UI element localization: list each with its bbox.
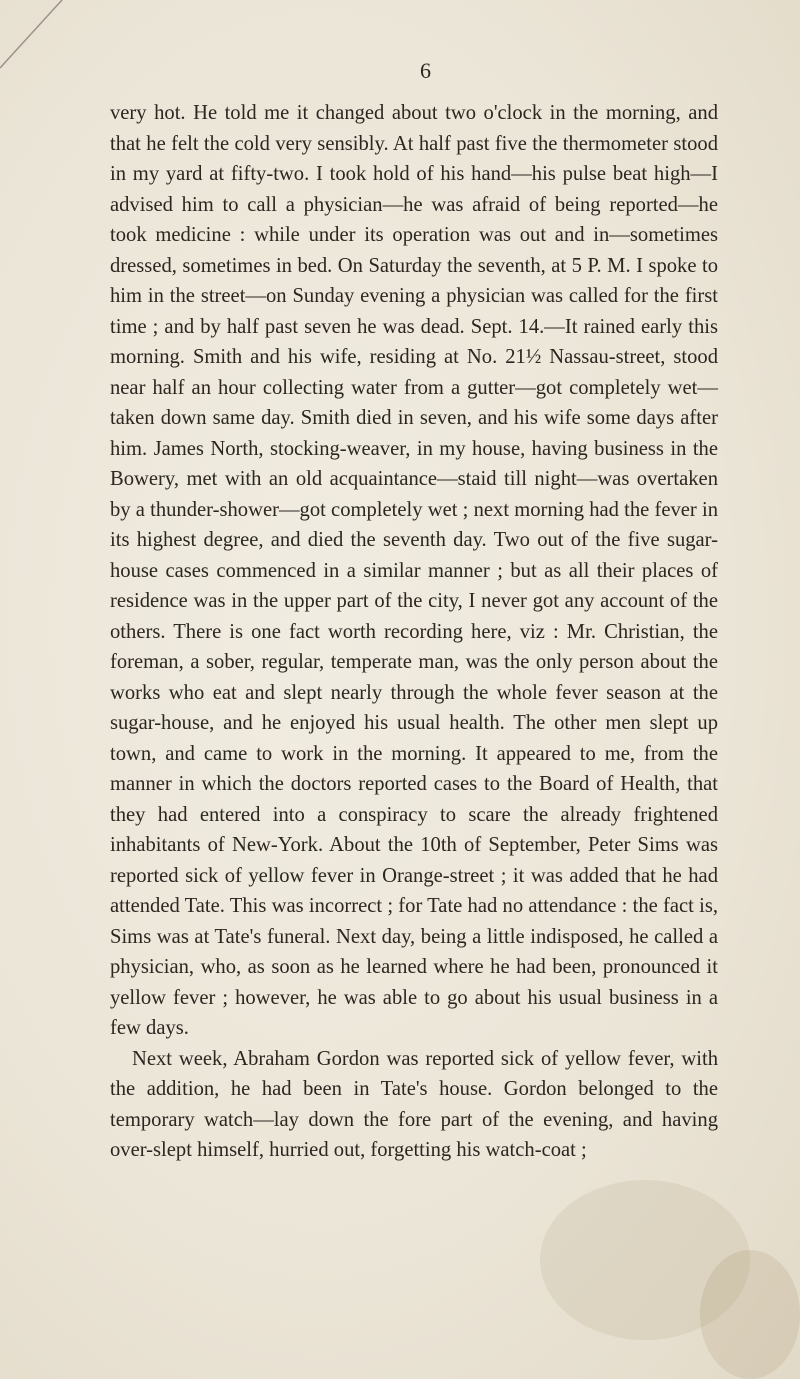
page-number: 6 (420, 58, 432, 83)
paragraph: very hot. He told me it changed about two o'clock in the morning, and that he felt the cold very sensibly. At half past five the thermometer stood in my yard at fifty-two. I took hold of his hand—his pulse beat high—I advised him to call a physician—he was afraid of being reported—he took medicine : while under its operation was out and in—sometimes dressed, sometimes in bed. On Saturday the seventh, at 5 P. M. I spoke to him in the street—on Sunday evening a physician was called for the first time ; and by half past seven he was dead. Sept. 14.—It rained early this morning. Smith and his wife, residing at No. 21½ Nassau-street, stood near half an hour collecting water from a gutter—got completely wet—taken down same day. Smith died in seven, and his wife some days after him. James North, stocking-weaver, in my house, having business in the Bowery, met with an old acquaintance—staid till night—was overtaken by a thunder-shower—got completely wet ; next morning had the fever in its highest degree, and died the seventh day. Two out of the five sugar-house cases commenced in a similar manner ; but as all their places of residence was in the upper part of the city, I never got any account of the others. There is one fact worth recording here, viz : Mr. Christian, the foreman, a sober, regular, temperate man, was the only person about the works who eat and slept nearly through the whole fever season at the sugar-house, and he enjoyed his usual health. The other men slept up town, and came to work in the morning. It appeared to me, from the manner in which the doctors reported cases to the Board of Health, that they had entered into a conspiracy to scare the already frightened inhabitants of New-York. About the 10th of September, Peter Sims was reported sick of yellow fever in Orange-street ; it was added that he had attended Tate. This was incorrect ; for Tate had no attendance : the fact is, Sims was at Tate's funeral. Next day, being a little indisposed, he called a physician, who, as soon as he learned where he had been, pronounced it yellow fever ; however, he was able to go about his usual business in a few days. (110, 102, 718, 1039)
paper-stain (700, 1250, 800, 1379)
body-text (110, 98, 718, 1166)
paragraph: Next week, Abraham Gordon was reported sick of yellow fever, with the addition, he had been in Tate's house. Gordon belonged to the temporary watch—lay down the fore part of the evening, and having over-slept himself, hurried out, forgetting his watch-coat ; (110, 1047, 718, 1161)
